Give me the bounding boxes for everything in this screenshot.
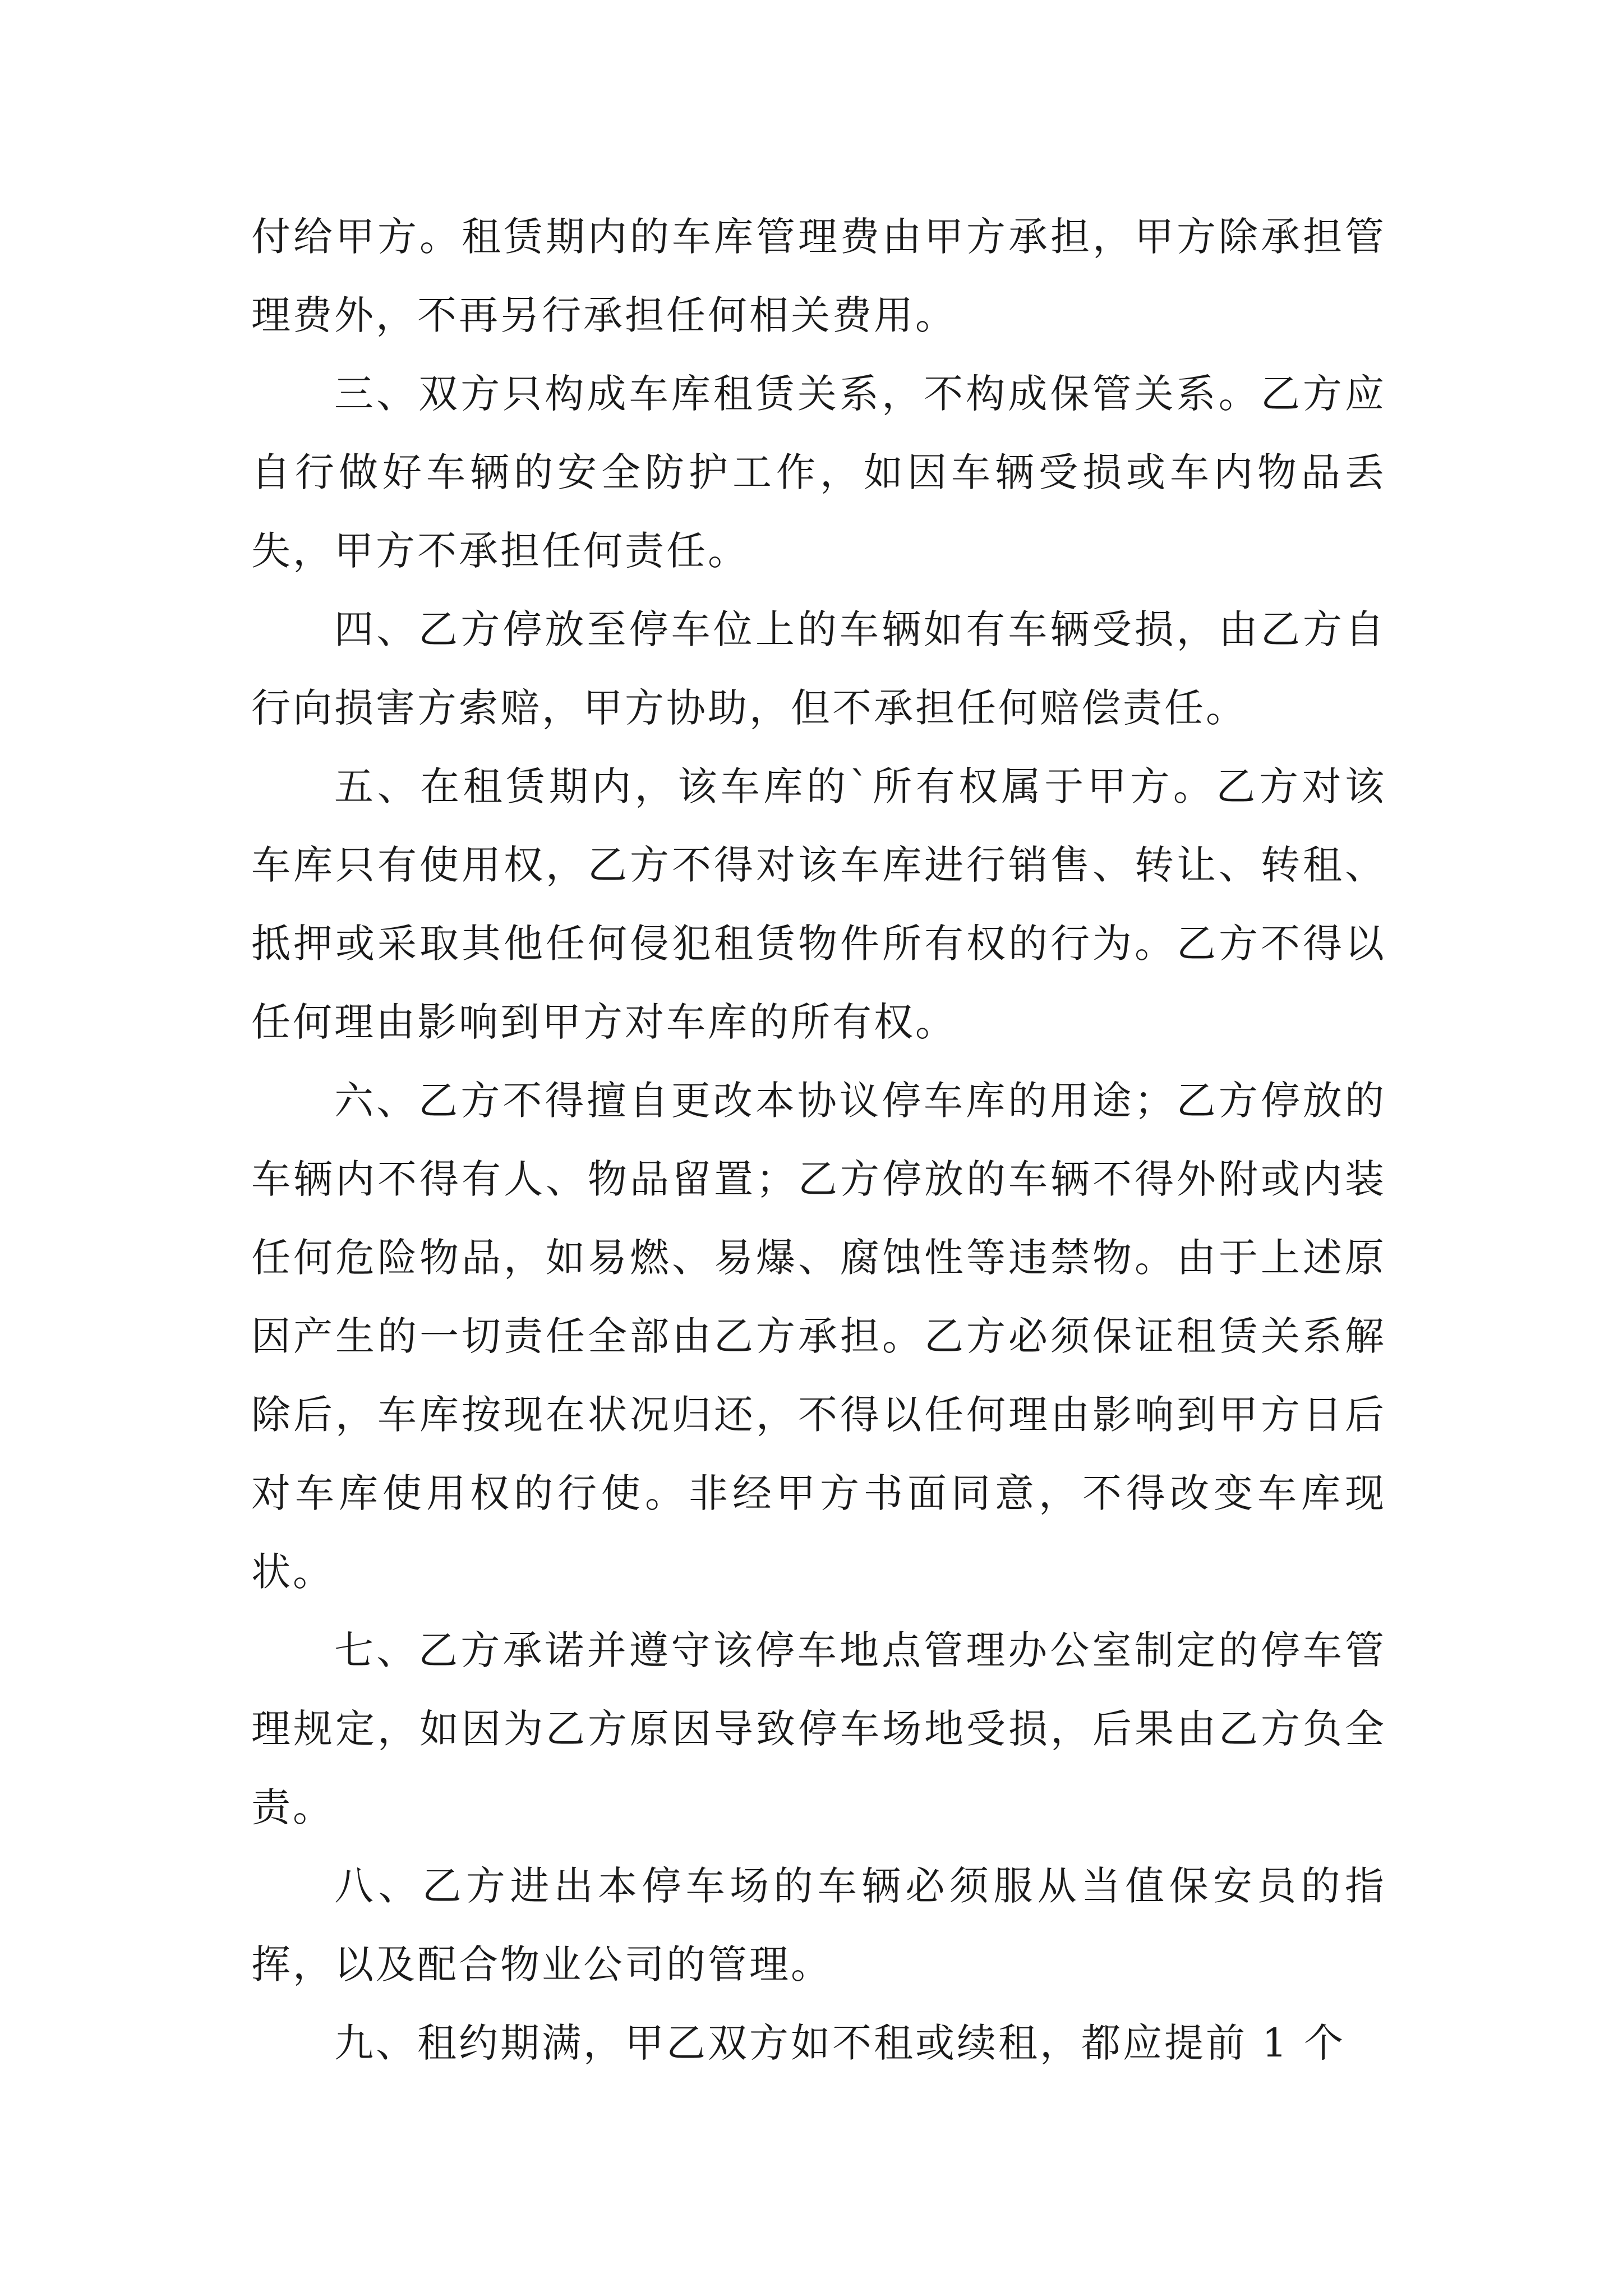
paragraph-clause-5: 五、在租赁期内，该车库的`所有权属于甲方。乙方对该车库只有使用权，乙方不得对该车库进行销售、转让、转租、抵押或采取其他任何侵犯租赁物件所有权的行为。乙方不得以任何理由影响到甲方对车库的所有权。 — [251, 763, 1386, 1045]
paragraph-clause-6: 六、乙方不得擅自更改本协议停车库的用途；乙方停放的车辆内不得有人、物品留置；乙方停放的车辆不得外附或内装任何危险物品，如易燃、易爆、腐蚀性等违禁物。由于上述原因产生的一切责任全部由乙方承担。乙方必须保证租赁关系解除后，车库按现在状况归还，不得以任何理由影响到甲方日后对车库使用权的行使。非经甲方书面同意，不得改变车库现状。 — [251, 1078, 1386, 1595]
paragraph-clause-9: 九、租约期满，甲乙双方如不租或续租，都应提前 1 个 — [334, 2020, 1346, 2066]
paragraph-clause-8: 八、乙方进出本停车场的车辆必须服从当值保安员的指挥，以及配合物业公司的管理。 — [251, 1863, 1386, 1987]
document-body — [251, 197, 1386, 2082]
paragraph-clause-7: 七、乙方承诺并遵守该停车地点管理办公室制定的停车管理规定，如因为乙方原因导致停车场地受损，后果由乙方负全责。 — [251, 1627, 1386, 1830]
paragraph-clause-3: 三、双方只构成车库租赁关系，不构成保管关系。乙方应自行做好车辆的安全防护工作，如因车辆受损或车内物品丢失，甲方不承担任何责任。 — [251, 371, 1386, 574]
paragraph-clause-4: 四、乙方停放至停车位上的车辆如有车辆受损，由乙方自行向损害方索赔，甲方协助，但不承担任何赔偿责任。 — [251, 606, 1386, 731]
paragraph-continuation: 付给甲方。租赁期内的车库管理费由甲方承担，甲方除承担管理费外，不再另行承担任何相关费用。 — [251, 214, 1386, 338]
